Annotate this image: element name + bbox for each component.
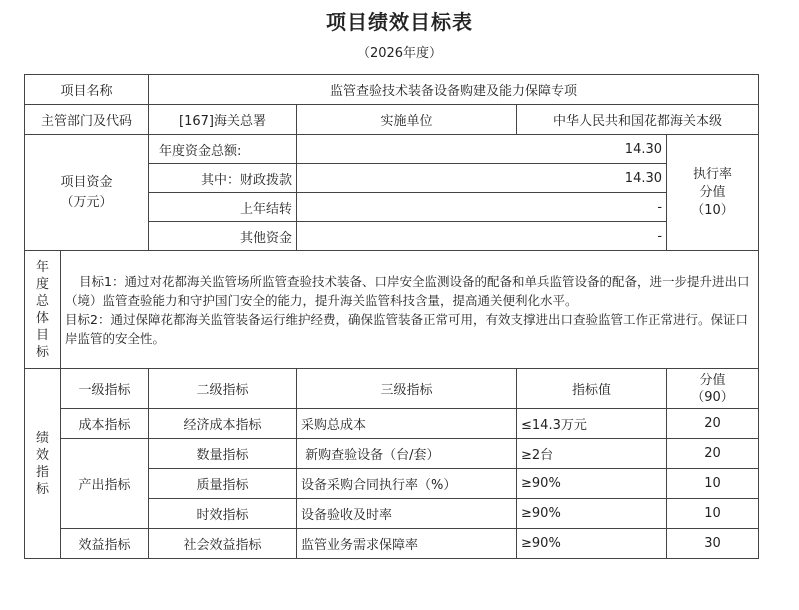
project-name-label: 项目名称 xyxy=(25,75,149,105)
indicator-level3: 设备采购合同执行率（%） xyxy=(297,469,517,499)
header-value: 指标值 xyxy=(517,369,667,409)
funds-row-value: 14.30 xyxy=(297,135,667,164)
header-level3: 三级指标 xyxy=(297,369,517,409)
goal-item: 目标2：通过保障花都海关监管装备运行维护经费，确保监管装备正常可用，有效支撑进出口查验监管工作正常进行。保证口岸监管的安全性。 xyxy=(65,311,748,346)
indicator-value: ≥90% xyxy=(517,469,667,499)
funds-row-value: - xyxy=(297,222,667,251)
page-subtitle: （2026年度） xyxy=(356,46,443,61)
indicator-value: ≥90% xyxy=(517,499,667,529)
perf-label xyxy=(25,369,61,559)
indicator-value: ≤14.3万元 xyxy=(517,409,667,439)
exec-rate-label: 执行率 分值 （10） xyxy=(667,135,759,251)
funds-row-label: 其他资金 xyxy=(149,222,297,251)
indicator-level3: 设备验收及时率 xyxy=(297,499,517,529)
dept-value: [167]海关总署 xyxy=(149,105,297,135)
indicator-level3: 新购查验设备（台/套） xyxy=(297,439,517,469)
performance-table xyxy=(24,74,759,559)
funds-row-value: 14.30 xyxy=(297,164,667,193)
indicator-score: 10 xyxy=(667,499,759,529)
goal-item: 目标1：通过对花都海关监管场所监管查验技术装备、口岸安全监测设备的配备和单兵监管设备的配备，进一步提升进出口（境）监管查验能力和守护国门安全的能力，提升海关监管科技含量，提高通关便利化水平。 xyxy=(65,273,750,308)
funds-row-value: - xyxy=(297,193,667,222)
goals-label-text: 年 度 总 体 目 标 xyxy=(35,259,49,360)
indicator-level2: 社会效益指标 xyxy=(149,529,297,559)
indicator-score: 20 xyxy=(667,439,759,469)
indicator-level1: 效益指标 xyxy=(61,529,149,559)
goals-label xyxy=(25,251,61,369)
indicator-level3: 监管业务需求保障率 xyxy=(297,529,517,559)
dept-label: 主管部门及代码 xyxy=(25,105,149,135)
indicator-level2: 数量指标 xyxy=(149,439,297,469)
impl-label: 实施单位 xyxy=(297,105,517,135)
page-title: 项目绩效目标表 xyxy=(326,10,473,34)
indicator-level2: 经济成本指标 xyxy=(149,409,297,439)
indicator-score: 20 xyxy=(667,409,759,439)
goals-cell xyxy=(61,251,759,369)
indicator-level3: 采购总成本 xyxy=(297,409,517,439)
funds-label: 项目资金 （万元） xyxy=(25,135,149,251)
indicator-level2: 质量指标 xyxy=(149,469,297,499)
header-score: 分值 （90） xyxy=(667,369,759,409)
indicator-value: ≥90% xyxy=(517,529,667,559)
indicator-value: ≥2台 xyxy=(517,439,667,469)
indicator-score: 30 xyxy=(667,529,759,559)
indicator-level2: 时效指标 xyxy=(149,499,297,529)
indicator-level1: 产出指标 xyxy=(61,439,149,529)
impl-value: 中华人民共和国花都海关本级 xyxy=(517,105,759,135)
header-level2: 二级指标 xyxy=(149,369,297,409)
funds-row-label: 其中：财政拨款 xyxy=(149,164,297,193)
perf-label-text: 绩 效 指 标 xyxy=(35,430,49,497)
indicator-level1: 成本指标 xyxy=(61,409,149,439)
funds-row-label: 上年结转 xyxy=(149,193,297,222)
indicator-score: 10 xyxy=(667,469,759,499)
header-level1: 一级指标 xyxy=(61,369,149,409)
funds-row-label: 年度资金总额: xyxy=(149,135,297,164)
project-name-value: 监管查验技术装备设备购建及能力保障专项 xyxy=(149,75,759,105)
